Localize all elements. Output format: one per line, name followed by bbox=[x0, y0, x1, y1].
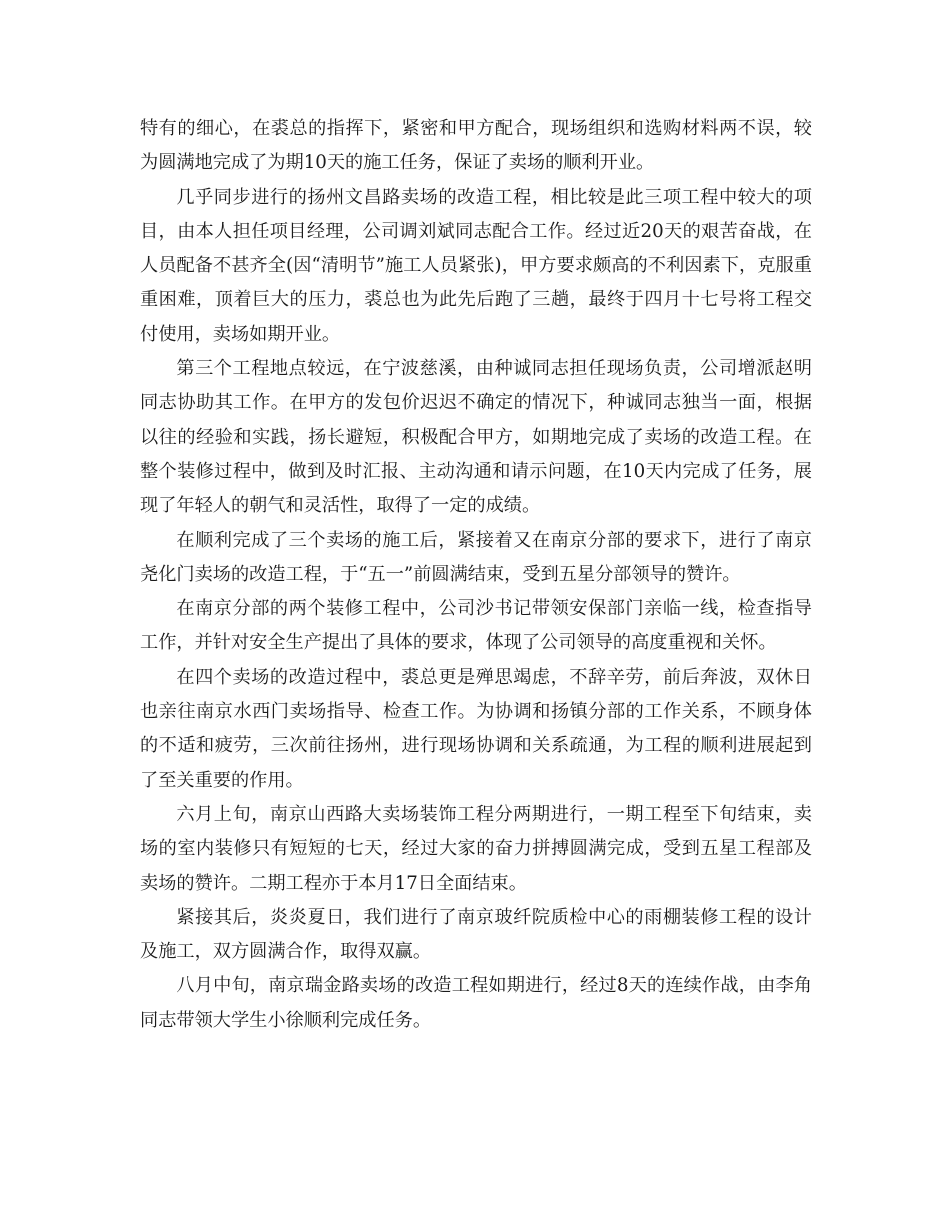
paragraph-shanxi-road: 六月上旬，南京山西路大卖场装饰工程分两期进行，一期工程至下旬结束，卖场的室内装修只有短短的七天，经过大家的奋力拼搏圆满完成，受到五星工程部及卖场的赞许。二期工程亦于本月17日全面结束。 bbox=[140, 803, 812, 894]
document-body bbox=[140, 112, 812, 1038]
paragraph-safety-inspection: 在南京分部的两个装修工程中，公司沙书记带领安保部门亲临一线，检查指导工作，并针对安全生产提出了具体的要求，体现了公司领导的高度重视和关怀。 bbox=[140, 598, 812, 654]
paragraph-four-stores: 在四个卖场的改造过程中，裘总更是殚思竭虑，不辞辛劳，前后奔波，双休日也亲往南京水西门卖场指导、检查工作。为协调和扬镇分部的工作关系，不顾身体的不适和疲劳，三次前往扬州，进行现场协调和关系疏通，为工程的顺利进展起到了至关重要的作用。 bbox=[140, 666, 812, 791]
paragraph-continued: 特有的细心，在裘总的指挥下，紧密和甲方配合，现场组织和选购材料两不误，较为圆满地完成了为期10天的施工任务，保证了卖场的顺利开业。 bbox=[140, 118, 812, 174]
paragraph-wenchang-road: 几乎同步进行的扬州文昌路卖场的改造工程，相比较是此三项工程中较大的项目，由本人担任项目经理，公司调刘斌同志配合工作。经过近20天的艰苦奋战，在人员配备不甚齐全(因“清明节”施工人员紧张)，甲方要求颇高的不利因素下，克服重重困难，顶着巨大的压力，裘总也为此先后跑了三趟，最终于四月十七号将工程交付使用，卖场如期开业。 bbox=[140, 186, 812, 345]
paragraph-ruijin-road: 八月中旬，南京瑞金路卖场的改造工程如期进行，经过8天的连续作战，由李角同志带领大学生小徐顺利完成任务。 bbox=[140, 975, 812, 1031]
paragraph-ningbo-cixi: 第三个工程地点较远，在宁波慈溪，由种诚同志担任现场负责，公司增派赵明同志协助其工作。在甲方的发包价迟迟不确定的情况下，种诚同志独当一面，根据以往的经验和实践，扬长避短，积极配合甲方，如期地完成了卖场的改造工程。在整个装修过程中，做到及时汇报、主动沟通和请示问题，在10天内完成了任务，展现了年轻人的朝气和灵活性，取得了一定的成绩。 bbox=[140, 358, 812, 517]
paragraph-yaohuamen: 在顺利完成了三个卖场的施工后，紧接着又在南京分部的要求下，进行了南京尧化门卖场的改造工程，于“五一”前圆满结束，受到五星分部领导的赞许。 bbox=[140, 529, 812, 585]
paragraph-canopy-project: 紧接其后，炎炎夏日，我们进行了南京玻纤院质检中心的雨棚装修工程的设计及施工，双方圆满合作，取得双赢。 bbox=[140, 906, 812, 963]
